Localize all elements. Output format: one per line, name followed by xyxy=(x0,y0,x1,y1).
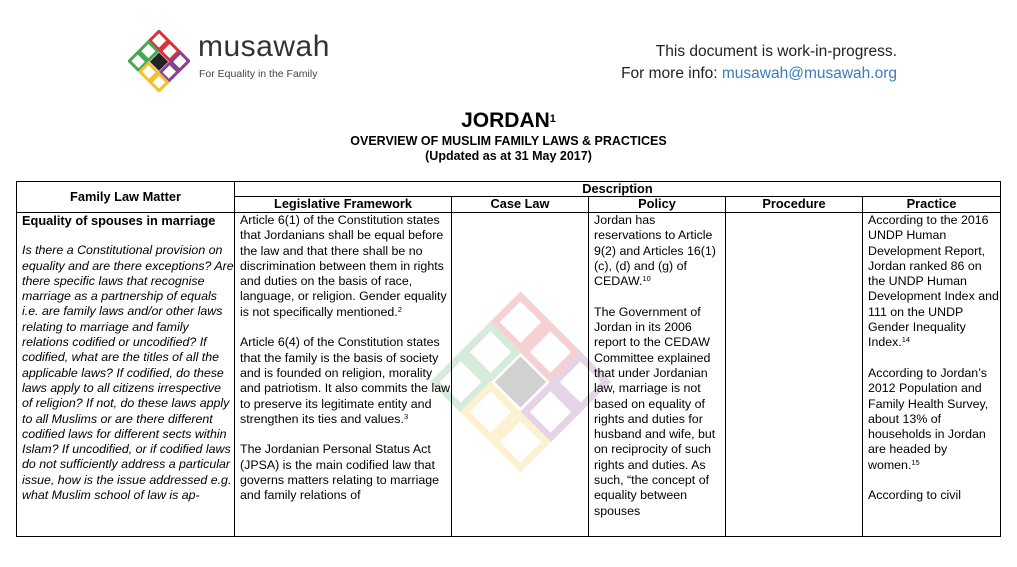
header-procedure: Procedure xyxy=(726,197,863,213)
header-practice: Practice xyxy=(863,197,1001,213)
matter-question: Is there a Constitutional provision on equality and are there exceptions? Are there specific laws that recognise marriage as a partnership of equals i.e. are family laws and/or other laws relating to marriage and family relations codified or uncodified? If codified, what are the titles of all the applicable laws? If codified, do these laws apply to all citizens irrespective of religion? If not, do these laws apply to all Muslims or are there different codified laws for different sects within Islam? If uncodified, or if codified laws do not sufficiently address a particular issue, how is the issue addressed e.g. what Muslim school of law is ap- xyxy=(22,243,234,503)
title-block xyxy=(0,108,1017,164)
paragraph: According to Jordan’s 2012 Population and Family Health Survey, about 13% of households in Jordan are headed by women.$^{15}$ xyxy=(868,365,989,472)
footnote-ref: 15 xyxy=(911,457,920,467)
cell-legislative-framework xyxy=(235,213,452,537)
wip-notice xyxy=(621,41,897,85)
page-title xyxy=(0,108,1017,134)
brand-name: musawah xyxy=(198,30,330,63)
paragraph: The Government of Jordan in its 2006 report to the CEDAW Committee explained that under Jordanian law, marriage is not based on equality of rights and duties for husband and wife, but on reciprocity of such rights and duties. As such, “the concept of equality between spouses xyxy=(594,304,716,518)
title-footnote: 1 xyxy=(549,113,556,125)
country-name: JORDAN xyxy=(461,109,550,132)
contact-email-link[interactable]: musawah@musawah.org xyxy=(721,65,897,82)
page-header xyxy=(0,0,1017,100)
paragraph: Article 6(1) of the Constitution states that Jordanians shall be equal before the law and that there shall be no discrimination between them in rights and duties on the basis of race, language, or religion. Gender equality is not specifically mentioned.$^2$ xyxy=(240,213,447,319)
footnote-ref: 3 xyxy=(403,411,409,421)
cell-procedure xyxy=(726,213,863,537)
doc-subtitle: OVERVIEW OF MUSLIM FAMILY LAWS & PRACTICES xyxy=(350,134,667,148)
header-case-law: Case Law xyxy=(452,197,589,213)
matter-heading: Equality of spouses in marriage xyxy=(22,213,216,228)
paragraph: According to the 2016 UNDP Human Development Report, Jordan ranked 86 on the UNDP Human Development Index and 111 on the UNDP Gender Inequality Index.$^{14}$ xyxy=(868,213,999,350)
footnote-ref: 2 xyxy=(397,304,402,314)
header-family-law-matter: Family Law Matter xyxy=(17,182,235,213)
header-legislative-framework: Legislative Framework xyxy=(235,197,452,213)
paragraph: Jordan has reservations to Article 9(2) and Articles 16(1)(c), (d) and (g) of CEDAW.$^{10}$ xyxy=(594,213,716,289)
notice-line-1: This document is work-in-progress. xyxy=(655,43,897,60)
paragraph: The Jordanian Personal Status Act (JPSA) is the main codified law that governs matters relating to marriage and family relations of xyxy=(240,442,440,503)
header-description: Description xyxy=(235,182,1001,197)
header-policy: Policy xyxy=(589,197,726,213)
paragraph: According to civil xyxy=(868,488,961,503)
cell-practice xyxy=(863,213,1001,537)
cell-matter xyxy=(17,213,235,537)
notice-line-2 xyxy=(621,63,897,85)
cell-policy xyxy=(589,213,726,537)
brand-tagline: For Equality in the Family xyxy=(199,68,318,80)
family-law-table xyxy=(16,181,1001,537)
table-row xyxy=(17,213,1001,537)
footnote-ref: 10 xyxy=(642,274,651,284)
notice-prefix: For more info: xyxy=(621,65,722,82)
cell-case-law xyxy=(452,213,589,537)
doc-updated-date: (Updated as at 31 May 2017) xyxy=(425,149,592,163)
footnote-ref: 14 xyxy=(901,335,911,345)
musawah-logo-icon xyxy=(128,30,190,92)
paragraph: Article 6(4) of the Constitution states that the family is the basis of society and is founded on religion, morality and patriotism. It also commits the law to preserve its legitimate entity and strengthen its ties and values.$^3$ xyxy=(240,335,451,426)
